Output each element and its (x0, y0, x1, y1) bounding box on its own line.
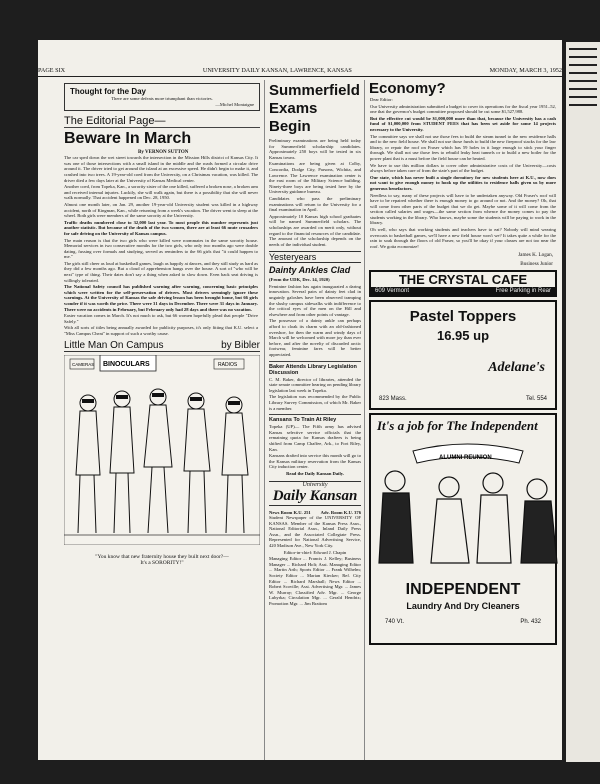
staff-box (269, 510, 361, 607)
cartoon-title: Little Man On Campus (64, 339, 164, 351)
adelanes-ad (369, 300, 557, 410)
pastel-title: Pastel Toppers (409, 308, 517, 326)
editorial-paragraph: The National Safety council has published warning after warning, concerning basic principles which were written for the self-preservation of drivers. Most drivers seemingly ignore these warnings. At the University of Kansas the safe driving lesson has been brought home, but 66 girls wonder if it was worth the price. There were 31 days in December. There were 31 days in January. There were no accidents in February, but February only had 28 days and there was no vacation. (64, 284, 258, 312)
letters-ads-column (364, 80, 561, 760)
nameplate-top: University (302, 481, 328, 488)
yesteryears-headline: Dainty Ankles Clad (269, 265, 351, 276)
riley-promo: Read the Daily Kansan Daily. (286, 470, 344, 476)
cartoon-caption-1: "You know that new fraternity house they built next door?— (95, 553, 229, 560)
summerfield-paragraph: Approximately 10 Kansas high school graduates will be named Summerfield scholars. The scholarships are awarded on merit only, without regard to the financial resources of the candidate. The amount of the scholarship depends on the needs of the individual student. (269, 213, 361, 247)
adjacent-page-edge (566, 42, 600, 762)
adv-room: Adv. Room K.U. 376 (320, 509, 361, 515)
indep-sub: Laundry And Dry Cleaners (406, 601, 520, 612)
editorial-paragraph: Traffic deaths numbered close to 32,000 last year. To most people this number represents just another statistic. But because of the death of the two women, there are at least 66 mute crusaders for safe driving on the University of Kansas campus. (64, 219, 258, 236)
thought-author: —Michel Montaigne (215, 101, 254, 107)
summerfield-paragraph: Candidates who pass the preliminary examinations will return to the University for a final examination in April. (269, 195, 361, 213)
letter-body (370, 97, 556, 249)
sign-cameras: CAMERAS (72, 361, 95, 367)
letter-paragraph: The committee says we shall not use those fees to build the steam tunnel to the new residence halls and to the new field house. We shall not use those funds to build the new fireproof stacks for the law library, or repair the roof on Fraser which has 59 holes in it large enough to stick your finger through. We shall not use those fees to rebuild leaky heat tunnels or to build a new boiler for the power plant that is a must before the field house can be heated. (370, 133, 556, 161)
editorial-paragraph: The car sped down the wet street towards the intersection in the Mission Hills district of Kansas City. It was one of those intersections with a small island in the middle and the roads formed a circular drive around it. The driver tried to get around the island at an excessive speed. He didn't begin to make it, and crashed into two trees. A 19-year-old coed from the University, on a Christmas vacation, was killed. The driver died a few days later at the University of Kansas Medical center. (64, 155, 258, 183)
paper-name: UNIVERSITY DAILY KANSAN, LAWRENCE, KANSAS (202, 66, 352, 74)
independent-ad (369, 413, 557, 645)
editorial-paragraph: Easter vacation comes in March. It's not much to ask, but 66 women hopefully plead that people "Drive Safely." (64, 313, 258, 324)
editorial-body (64, 155, 258, 336)
indep-banner: ALUMNI REUNION (439, 455, 492, 462)
letter-signature-name: James K. Logan, (518, 252, 553, 259)
yesteryears-paragraph: Feminine fashion has again inaugurated a daring innovation. Several pairs of dainty feet clad in ungainly galoshes have been observed tramping the slushy campus sidewalks with indifference to the critical eyes of the men on the Hill and elsewhere and from other points of vantage. (269, 283, 361, 317)
riley-headline: Kansans To Train At Riley (269, 414, 361, 423)
letter-paragraph: We have to use this million dollars to cover other administrative costs of the University—costs always before taken care of from the state's part of the budget. (370, 162, 556, 174)
indep-tel: Ph. 432 (520, 619, 541, 626)
riley-paragraph: Topeka (UP)— The Fifth army has advised Kansas selective service officials that the remaining quota for Kansas draftees is being shifted from Camp Chaffee, Ark., to Fort Riley, Kan. (269, 424, 361, 452)
baker-paragraph: C. M. Baker, director of libraries, attended the state senate committee hearing on pending library legislation last week in Topeka. (269, 376, 361, 393)
news-room: News Room K.U. 251 (269, 509, 311, 515)
summerfield-body (269, 138, 361, 247)
letter-paragraph: Our University administration submitted a budget to cover its operations for the fiscal year 1951–52, one that the governor's budget committee proposed should be cut some $1,527,988. (370, 103, 556, 115)
sign-radios: RADIOS (218, 361, 238, 368)
nameplate-main: Daily Kansan (272, 487, 358, 504)
pastel-store: Adelane's (488, 360, 545, 376)
summerfield-paragraph: Examinations are being given at Colby, Concordia, Dodge City, Parsons, Wichita, and Lawrence. The Lawrence examination center is the east room of the Military Science building. Ninety-three boys are being tested here by the University guidance bureau. (269, 161, 361, 195)
summerfield-headline: Summerfield Exams Begin (269, 82, 360, 135)
letter-headline: Economy? (369, 80, 446, 97)
thought-box (64, 83, 260, 111)
indep-address: 740 Vt. (385, 619, 405, 626)
summerfield-paragraph: Preliminary examinations are being held today for Summerfield scholarship candidates. Approximately 250 boys will be tested in six Kansas towns. (269, 138, 361, 160)
kansan-nameplate (269, 481, 361, 506)
cartoon-artist: by Bibler (221, 339, 260, 351)
editorial-paragraph: With all sorts of titles being annually awarded for publicity purposes, it's only fitting that K.U. select a "Miss Campus Cheat" in support of such a worthy cause. (64, 325, 258, 336)
yesteryears-paragraph: The possessor of a dainty ankle can perhaps afford to cloak its charm with an old-fashioned overshoe, for then the warm and windy days of March will be welcomed with more joy than ever before, and after the novelty of discarded arctic footwear, feminine fares will be better appreciated. (269, 318, 361, 357)
letter-paragraph: Oh well, who says that working students and teachers have to eat? Nobody will mind wearing overcoats to basketball games, we'll have a new field house won't we? It takes quite a while for the rain to soak through the floors of old Fraser, so you'll be okay if your classes are not too near the roof. We gotta economize! (370, 227, 556, 249)
news-column (264, 80, 365, 760)
letter-signature-title: Business Junior (520, 261, 553, 268)
cartoon-caption-2: It's a SORORITY!" (140, 559, 184, 566)
yesteryears-section: Yesteryears (269, 251, 361, 263)
editorial-paragraph: The main reason is that the two girls who were killed were roommates in the same sorority house. Memorial services in two consecutive months for the two girls, who only two months ago were double dating, fussing over formals and studying, served as reminders to the 66 girls that "it could happen to me." (64, 237, 258, 260)
letter-paragraph: But the effective cut would be $1,000,000 more than that, because the University has a cash fund of $1,000,000 from STUDENT FEES that has been set aside for some 14 projects necessary to the University. (370, 115, 556, 132)
pastel-price: 16.95 up (436, 328, 490, 344)
cartoon-illustration (64, 355, 260, 545)
indep-name: INDEPENDENT (405, 581, 521, 599)
editorial-paragraph: The girls still cheer as loud at basketball games, laugh as happily at dances, and they still study as hard as they did a few months ago. But a cloud of apprehension hangs over the house. A sort of "who will be next" type of thing. Their dates don't say a thing when asked to slow down. Even back seat driving is willingly tolerated. (64, 260, 258, 283)
cartoon-drawing (64, 355, 260, 566)
pastel-address: 823 Mass. (379, 396, 407, 403)
baker-paragraph: The legislation was recommended by the Public Library Survey Commission, of which Mr. Baker is a member. (269, 394, 361, 411)
sign-binoculars: BINOCULARS (103, 360, 150, 368)
yesteryears-source: (From the UDK, Dec. 14, 1920) (269, 277, 330, 283)
page-label: PAGE SIX (38, 66, 66, 74)
staff-text: Student Newspaper of the UNIVERSITY OF KANSAS. Member of the Kansas Press Assn., National Editorial Assn., Inland Daily Press Assn., and the Associated Collegiate Press. Represented for National Advertising Service, 420 Madison Ave., New York City. (269, 515, 361, 549)
indep-illustration (373, 437, 561, 569)
riley-body (269, 424, 361, 476)
cafe-name: THE CRYSTAL CAFE (398, 272, 528, 288)
masthead (38, 64, 562, 77)
thought-title: Thought for the Day (70, 87, 146, 96)
letter-salutation: Dear Editor: (370, 97, 393, 102)
letter-paragraph: Our state, which has never built a single dormitory for new students here at K.U., now does not want to give enough money to hook up the utilities to residence halls given us by more generous benefactors. (370, 174, 556, 191)
baker-headline: Baker Attends Library Legislation Discussion (269, 361, 361, 376)
yesteryears-body (269, 277, 361, 357)
riley-paragraph: Kansans drafted into service this month will go to the Kansas military reservation from the Kansas City induction center. (269, 453, 361, 470)
editorial-column (38, 80, 264, 566)
editorial-headline: Beware In March (64, 130, 192, 148)
newspaper-page (38, 40, 562, 760)
cafe-address: 609 Vermont (375, 288, 410, 295)
staff-editor: Editor-in-chief: Edward J. Chapin (283, 549, 347, 555)
indep-title: It's a job for The Independent (377, 418, 538, 434)
letter-paragraph: Needless to say, many of these projects will have to be undertaken anyway. Old Fraser's roof will have to be repaired whether there is enough money to go around or not. And the money? Oh, that will come from other parts of the budget that we do get. Maybe some of it will come from the section called salaries and wages—the same section from whence the money comes to pay the students working in the library. Who knows, maybe some the students will be paying to work in the library. (370, 192, 556, 226)
crystal-cafe-ad (369, 270, 557, 297)
cafe-parking: Free Parking in Rear (495, 288, 551, 295)
issue-date: MONDAY, MARCH 3, 1952 (489, 66, 562, 74)
editorial-byline: By VERNON SUTTON (138, 150, 189, 156)
cartoon-header (64, 340, 260, 352)
cafe-info (371, 287, 555, 295)
pastel-tel: Tel. 554 (525, 396, 547, 403)
editorial-paragraph: Another coed, from Topeka, Kan., a sorority sister of the one killed, suffered a broken nose, a broken arm and received internal injuries. Luckily, she will walk again, but there is a possibility that she will never walk normally. That accident happened on Dec. 28, 1950. (64, 184, 258, 201)
thought-quote: There are some defeats more triumphant than victories. (111, 96, 213, 101)
baker-body (269, 377, 361, 412)
editorial-section-title: The Editorial Page— (64, 115, 260, 128)
staff-list: Managing Editor ... Francis J. Kelley; Business Manager ... Richard Holt; Asst. Managing Editor ... Martin Arth; Sports Editor ... Frank Wilhelm; Society Editor ... Marian Kiecker; Ref. City Editor ... Richard Marshall; News Editor ... Robert Scoville; Asst. Advertising Mgr. ... James W. Murray; Classified Adv. Mgr. ... George Lubyrka; Circulation Mgr. ... Gerald Hendrix; Promotion Mgr. ... Jim Braitom (269, 556, 361, 606)
editorial-paragraph: Almost one month later, on Jan. 29, another 19-year-old University student was killed in a highway accident, north of Kingman, Kan., while returning from a week's vacation. The driver went to sleep at the wheel. Both girls were members of the same sorority at the University. (64, 201, 258, 219)
